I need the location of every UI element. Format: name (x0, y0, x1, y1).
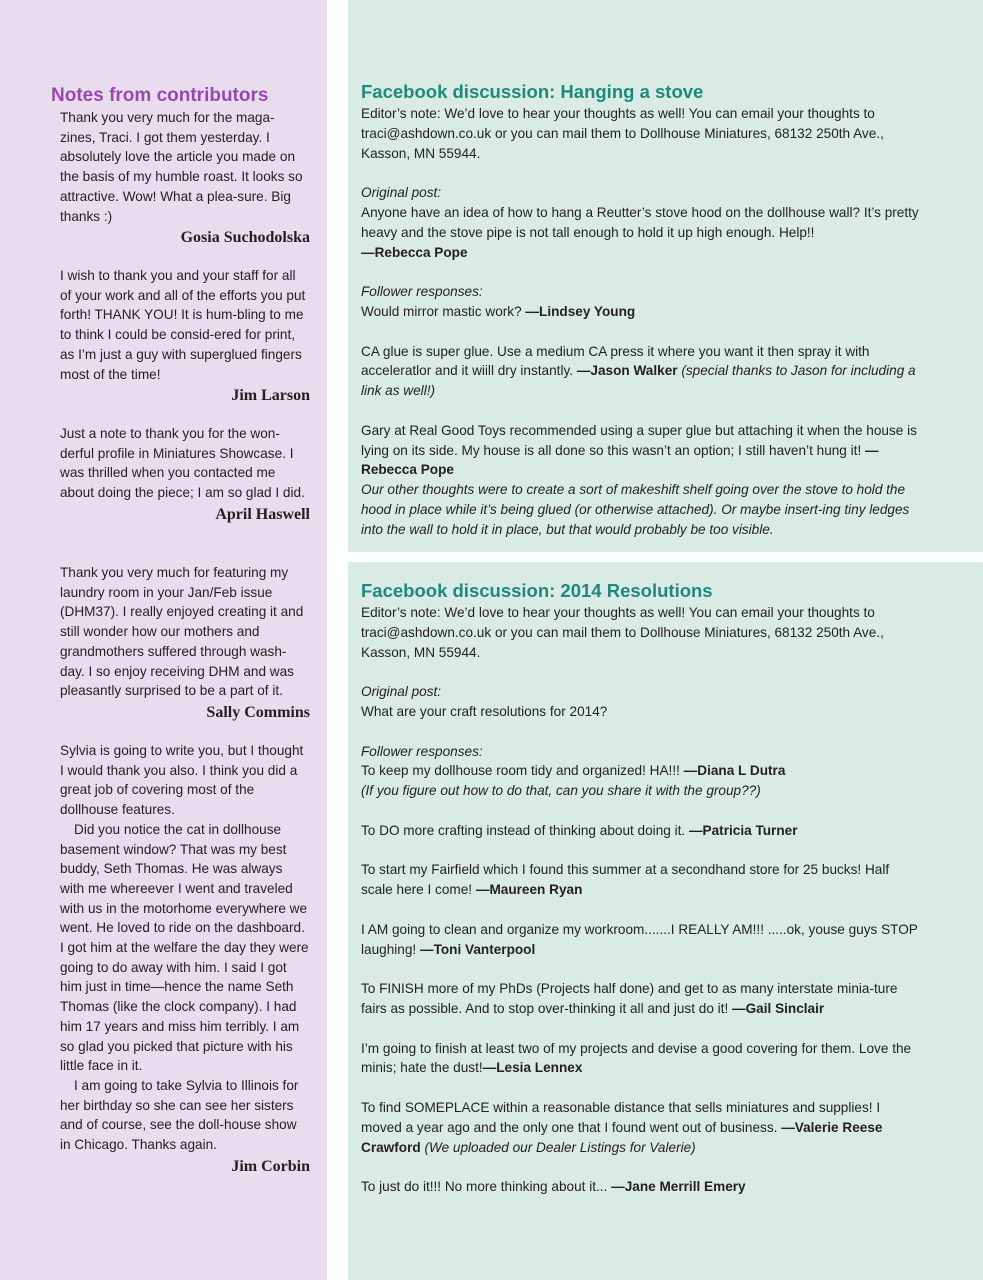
section-title: Facebook discussion: 2014 Resolutions (361, 580, 713, 601)
response (361, 1177, 921, 1197)
response-author: —Jason Walker (576, 363, 678, 379)
response-note: (special thanks to Jason for including a link as well!) (361, 363, 916, 399)
response-text: To just do it!!! No more thinking about it... (361, 1179, 608, 1195)
response-note: (If you figure out how to do that, can you share it with the group??) (361, 783, 761, 799)
response-author: —Toni Vanterpool (419, 941, 536, 957)
note-text: I wish to thank you and your staff for all of your work and all of the efforts you put forth! THANK YOU! It is hum-bling to me to think I could be consid-ered for print, as I’m just a guy with superglued fingers most of the time! (60, 268, 306, 382)
response-author: —Lindsey Young (525, 303, 636, 319)
response (361, 342, 921, 401)
response-author: —Jane Merrill Emery (611, 1179, 746, 1195)
response-author: —Valerie Reese Crawford (361, 1119, 883, 1155)
response-author: —Rebecca Pope (361, 442, 879, 478)
note-signature: Jim Corbin (231, 1157, 310, 1175)
response (361, 302, 921, 322)
original-post-label: Original post: (361, 684, 442, 700)
contributor-note-4 (60, 563, 310, 724)
response-text: To DO more crafting instead of thinking about doing it. (361, 822, 686, 838)
response (361, 1098, 921, 1157)
response (361, 761, 921, 781)
note-text: Just a note to thank you for the won-derful profile in Miniatures Showcase. I was thrilled when you contacted me about doing the piece; I am so glad I did. (60, 426, 305, 501)
stove-discussion (361, 81, 921, 540)
response-text: CA glue is super glue. Use a medium CA press it where you want it then spray it with acceleratlor and it wiill dry instantly. (361, 343, 870, 379)
post-author: —Rebecca Pope (361, 244, 468, 260)
response (361, 421, 921, 480)
response-author: —Gail Sinclair (732, 1000, 825, 1016)
contributor-note-3 (60, 424, 310, 526)
response-text: To keep my dollhouse room tidy and organized! HA!!! (361, 763, 680, 779)
note-text: I am going to take Sylvia to Illinois for her birthday so she can see her sisters and of course, see the doll-house show in Chicago. Thanks again. (60, 1077, 299, 1153)
contributor-note-5 (60, 741, 310, 1178)
editor-note: Editor’s note: We’d love to hear your thoughts as well! You can email your thoughts to traci@ashdown.co.uk or you can mail them to Dollhouse Miniatures, 68132 250th Ave., Kasson, MN 55944. (361, 605, 884, 660)
response-author: —Lesia Lennex (482, 1060, 583, 1076)
response-text: To start my Fairfield which I found this summer at a secondhand store for 25 bucks! Half scale here I come! (361, 862, 890, 898)
response-author: —Patricia Turner (688, 822, 798, 838)
editor-note: Editor’s note: We’d love to hear your thoughts as well! You can email your thoughts to traci@ashdown.co.uk or you can mail them to Dollhouse Miniatures, 68132 250th Ave., Kasson, MN 55944. (361, 106, 884, 161)
resolutions-discussion (361, 580, 921, 1197)
note-signature: Gosia Suchodolska (180, 229, 310, 247)
section-title: Facebook discussion: Hanging a stove (361, 81, 704, 102)
original-post: What are your craft resolutions for 2014? (361, 703, 608, 719)
response-note: (We uploaded our Dealer Listings for Valerie) (424, 1139, 696, 1155)
contributor-note-1 (60, 108, 310, 249)
response-author: —Maureen Ryan (475, 882, 583, 898)
original-post-label: Original post: (361, 185, 442, 201)
response-text: I AM going to clean and organize my workroom.......I REALLY AM!!! .....ok, youse guys STOP laughing! (361, 921, 918, 957)
response (361, 979, 921, 1019)
response (361, 860, 921, 900)
editor-comment: Our other thoughts were to create a sort of makeshift shelf going over the stove to hold the hood in place while it’s being glued (or otherwise attached). Or maybe insert-ing tiny ledges into the wall to hold it in place, but that would probably be too visible. (361, 482, 910, 537)
contributor-note-2 (60, 266, 310, 407)
response-text: To FINISH more of my PhDs (Projects half done) and get to as many interstate minia-ture fairs as possible. And to stop over-thinking it all and just do it! (361, 981, 898, 1016)
responses-label: Follower responses: (361, 743, 483, 759)
response-author: —Diana L Dutra (683, 763, 786, 779)
note-signature: Sally Commins (206, 703, 310, 721)
note-text: Did you notice the cat in dollhouse basement window? That was my best buddy, Seth Thomas. He was always with me whereever I went and traveled with us in the motorhome everywhere we went. He loved to ride on the dashboard. I got him at the welfare the day they were going to do away with him. I said I got him just in time—hence the name Seth Thomas (like the clock company). I had him 17 years and miss him terribly. I am so glad you picked that picture with his little face in it. (60, 821, 309, 1074)
responses-label: Follower responses: (361, 284, 483, 300)
note-text: Thank you very much for featuring my laundry room in your Jan/Feb issue (DHM37). I really enjoyed creating it and still wonder how our mothers and grandmothers suffered through wash-day. I so enjoy receiving DHM and was pleasantly surprised to be a part of it. (60, 565, 304, 699)
response-text: To find SOMEPLACE within a reasonable distance that sells miniatures and supplies! I moved a year ago and the only one that I found went out of business. (361, 1099, 881, 1135)
response (361, 1039, 921, 1079)
response (361, 920, 921, 960)
response-text: Would mirror mastic work? (361, 303, 522, 319)
note-text: Thank you very much for the maga-zines, Traci. I got them yesterday. I absolutely love the article you made on the basis of my humble roast. It looks so attractive. Wow! What a plea-sure. Big thanks :) (60, 110, 303, 224)
response (361, 821, 921, 841)
response-text: Gary at Real Good Toys recommended using a super glue but attaching it when the house is lying on its side. My house is all done so this wasn’t an option; I still haven’t hung it! (361, 422, 917, 458)
note-signature: Jim Larson (231, 387, 310, 405)
note-signature: April Haswell (215, 505, 310, 523)
response-text: I’m going to finish at least two of my projects and devise a good covering for them. Love the minis; hate the dust! (361, 1040, 912, 1076)
original-post (361, 203, 921, 262)
note-text: Sylvia is going to write you, but I thought I would thank you also. I think you did a great job of covering most of the dollhouse features. (60, 743, 304, 818)
contributors-title: Notes from contributors (51, 85, 269, 106)
post-text: Anyone have an idea of how to hang a Reutter’s stove hood on the dollhouse wall? It’s pretty heavy and the stove pipe is not tall enough to hold it up high enough. Help!! (361, 204, 919, 240)
